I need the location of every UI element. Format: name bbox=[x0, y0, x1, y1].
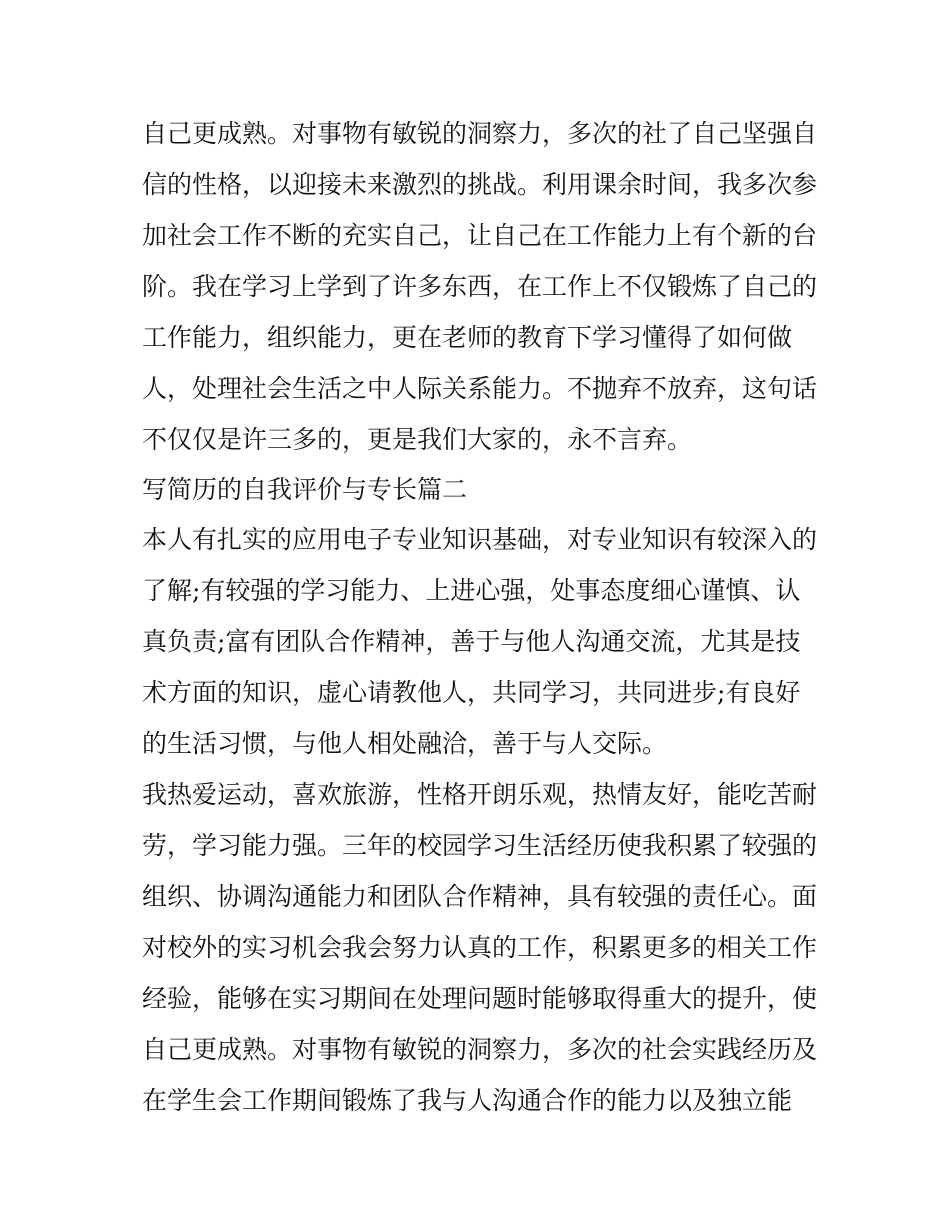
text-line: 组织、协调沟通能力和团队合作精神，具有较强的责任心。面 bbox=[142, 882, 818, 911]
text-line: 人，处理社会生活之中人际关系能力。不抛弃不放弃，这句话 bbox=[142, 374, 818, 403]
section-heading: 写简历的自我评价与专长篇二 bbox=[142, 475, 468, 504]
text-line: 自己更成熟。对事物有敏锐的洞察力，多次的社了自己坚强自 bbox=[142, 119, 818, 148]
text-line: 信的性格，以迎接未来激烈的挑战。利用课余时间，我多次参 bbox=[142, 170, 818, 199]
text-line: 自己更成熟。对事物有敏锐的洞察力，多次的社会实践经历及 bbox=[142, 1035, 818, 1064]
text-line: 工作能力，组织能力，更在老师的教育下学习懂得了如何做 bbox=[142, 323, 793, 352]
document-body bbox=[142, 108, 822, 1126]
text-line: 了解;有较强的学习能力、上进心强，处事态度细心谨慎、认 bbox=[142, 576, 801, 605]
text-line: 本人有扎实的应用电子专业知识基础，对专业知识有较深入的 bbox=[142, 525, 818, 554]
text-line: 阶。我在学习上学到了许多东西，在工作上不仅锻炼了自己的 bbox=[142, 272, 818, 301]
text-line: 我热爱运动，喜欢旅游，性格开朗乐观，热情友好，能吃苦耐 bbox=[142, 780, 818, 809]
text-line: 劳，学习能力强。三年的校园学习生活经历使我积累了较强的 bbox=[142, 831, 818, 860]
text-line: 术方面的知识，虚心请教他人，共同学习，共同进步;有良好 bbox=[142, 678, 801, 707]
text-line: 在学生会工作期间锻炼了我与人沟通合作的能力以及独立能 bbox=[142, 1086, 793, 1115]
text-line: 对校外的实习机会我会努力认真的工作，积累更多的相关工作 bbox=[142, 933, 818, 962]
text-line: 的生活习惯，与他人相处融洽，善于与人交际。 bbox=[142, 729, 668, 758]
text-line: 加社会工作不断的充实自己，让自己在工作能力上有个新的台 bbox=[142, 221, 818, 250]
text-line: 不仅仅是许三多的，更是我们大家的，永不言弃。 bbox=[142, 425, 693, 454]
text-line: 经验，能够在实习期间在处理问题时能够取得重大的提升，使 bbox=[142, 984, 818, 1013]
text-line: 真负责;富有团队合作精神，善于与他人沟通交流，尤其是技 bbox=[142, 627, 801, 656]
